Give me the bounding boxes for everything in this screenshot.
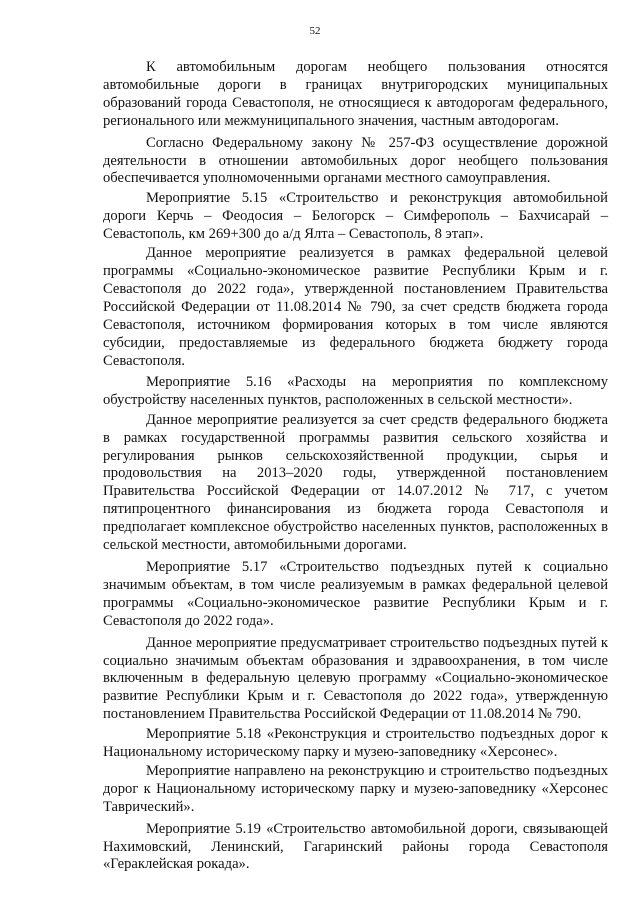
page-number: 52 (309, 25, 321, 37)
paragraph: Мероприятие направлено на реконструкцию и строительство подъездных дорог к Национальному историческому парку и музею-заповеднику «Херсонес Таврический». (103, 762, 608, 815)
paragraph: Мероприятие 5.15 «Строительство и реконструкция автомобильной дороги Керчь – Феодосия – Белогорск – Симферополь – Бахчисарай – Севастополь, км 269+300 до а/д Ялта – Севастополь, 8 этап». (103, 189, 608, 242)
paragraph: Мероприятие 5.18 «Реконструкция и строительство подъездных дорог к Национальному историческому парку и музею-заповеднику «Херсонес». (103, 725, 608, 760)
paragraph: Данное мероприятие реализуется в рамках федеральной целевой программы «Социально-экономическое развитие Республики Крым и г. Севастополя до 2022 года», утвержденной постановлением Правительства Российской Федерации от 11.08.2014 № 790, за счет средств бюджета города Севастополя, источником формирования которых в том числе являются субсидии, предоставляемые из федерального бюджета бюджету города Севастополя. (103, 245, 608, 369)
paragraph: Согласно Федеральному закону № 257-ФЗ осуществление дорожной деятельности в отношении автомобильных дорог необщего пользования обеспечивается уполномоченными органами местного самоуправления. (103, 134, 608, 187)
paragraph: К автомобильным дорогам необщего пользования относятся автомобильные дороги в границах внутригородских муниципальных образований города Севастополя, не относящиеся к автодорогам федерального, регионального или межмуниципального значения, частным автодорогам. (103, 59, 608, 129)
paragraph: Мероприятие 5.16 «Расходы на мероприятия по комплексному обустройству населенных пунктов, расположенных в сельской местности». (103, 374, 608, 409)
document-body (103, 59, 608, 876)
paragraph: Мероприятие 5.17 «Строительство подъездных путей к социально значимым объектам, в том числе реализуемым в рамках федеральной целевой программы «Социально-экономическое развитие Республики Крым и г. Севастополя до 2022 года». (103, 558, 608, 629)
paragraph: Данное мероприятие предусматривает строительство подъездных путей к социально значимым объектам образования и здравоохранения, в том числе включенным в федеральную целевую программу «Социально-экономическое развитие Республики Крым и г. Севастополя до 2022 года», утвержденную постановлением Правительства Российской Федерации от 11.08.2014 № 790. (103, 634, 608, 723)
paragraph: Данное мероприятие реализуется за счет средств федерального бюджета в рамках государственной программы развития сельского хозяйства и регулирования рынков сельскохозяйственной продукции, сырья и продовольствия на 2013–2020 годы, утвержденной постановлением Правительства Российской Федерации от 14.07.2012 № 717, с учетом пятипроцентного финансирования из бюджета города Севастополя и предполагает комплексное обустройство населенных пунктов, расположенных в сельской местности, автомобильными дорогами. (103, 411, 608, 554)
paragraph: Мероприятие 5.19 «Строительство автомобильной дороги, связывающей Нахимовский, Ленинский, Гагаринский районы города Севастополя «Гераклейская рокада». (103, 820, 608, 873)
